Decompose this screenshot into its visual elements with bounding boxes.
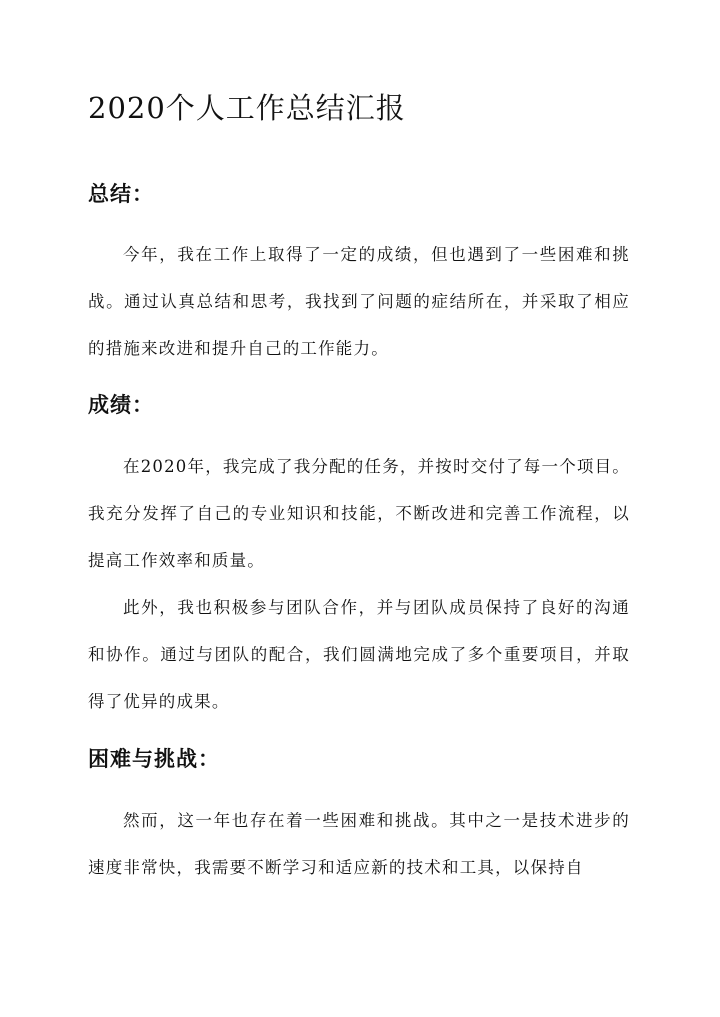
challenges-paragraph: 然而，这一年也存在着一些困难和挑战。其中之一是技术进步的速度非常快，我需要不断学习和适应新的技术和工具，以保持自	[88, 811, 630, 877]
section-heading-challenges: 困难与挑战：	[88, 746, 220, 771]
section-heading-summary: 总结：	[88, 181, 154, 206]
achievements-paragraph-2: 此外，我也积极参与团队合作，并与团队成员保持了良好的沟通和协作。通过与团队的配合，我们圆满地完成了多个重要项目，并取得了优异的成果。	[88, 598, 630, 711]
achievements-paragraph-1: 在2020年，我完成了我分配的任务，并按时交付了每一个项目。我充分发挥了自己的专业知识和技能，不断改进和完善工作流程，以提高工作效率和质量。	[88, 457, 630, 570]
document-title: 2020个人工作总结汇报	[88, 91, 406, 125]
section-heading-achievements: 成绩：	[88, 392, 154, 417]
summary-paragraph: 今年，我在工作上取得了一定的成绩，但也遇到了一些困难和挑战。通过认真总结和思考，我找到了问题的症结所在，并采取了相应的措施来改进和提升自己的工作能力。	[88, 245, 630, 358]
